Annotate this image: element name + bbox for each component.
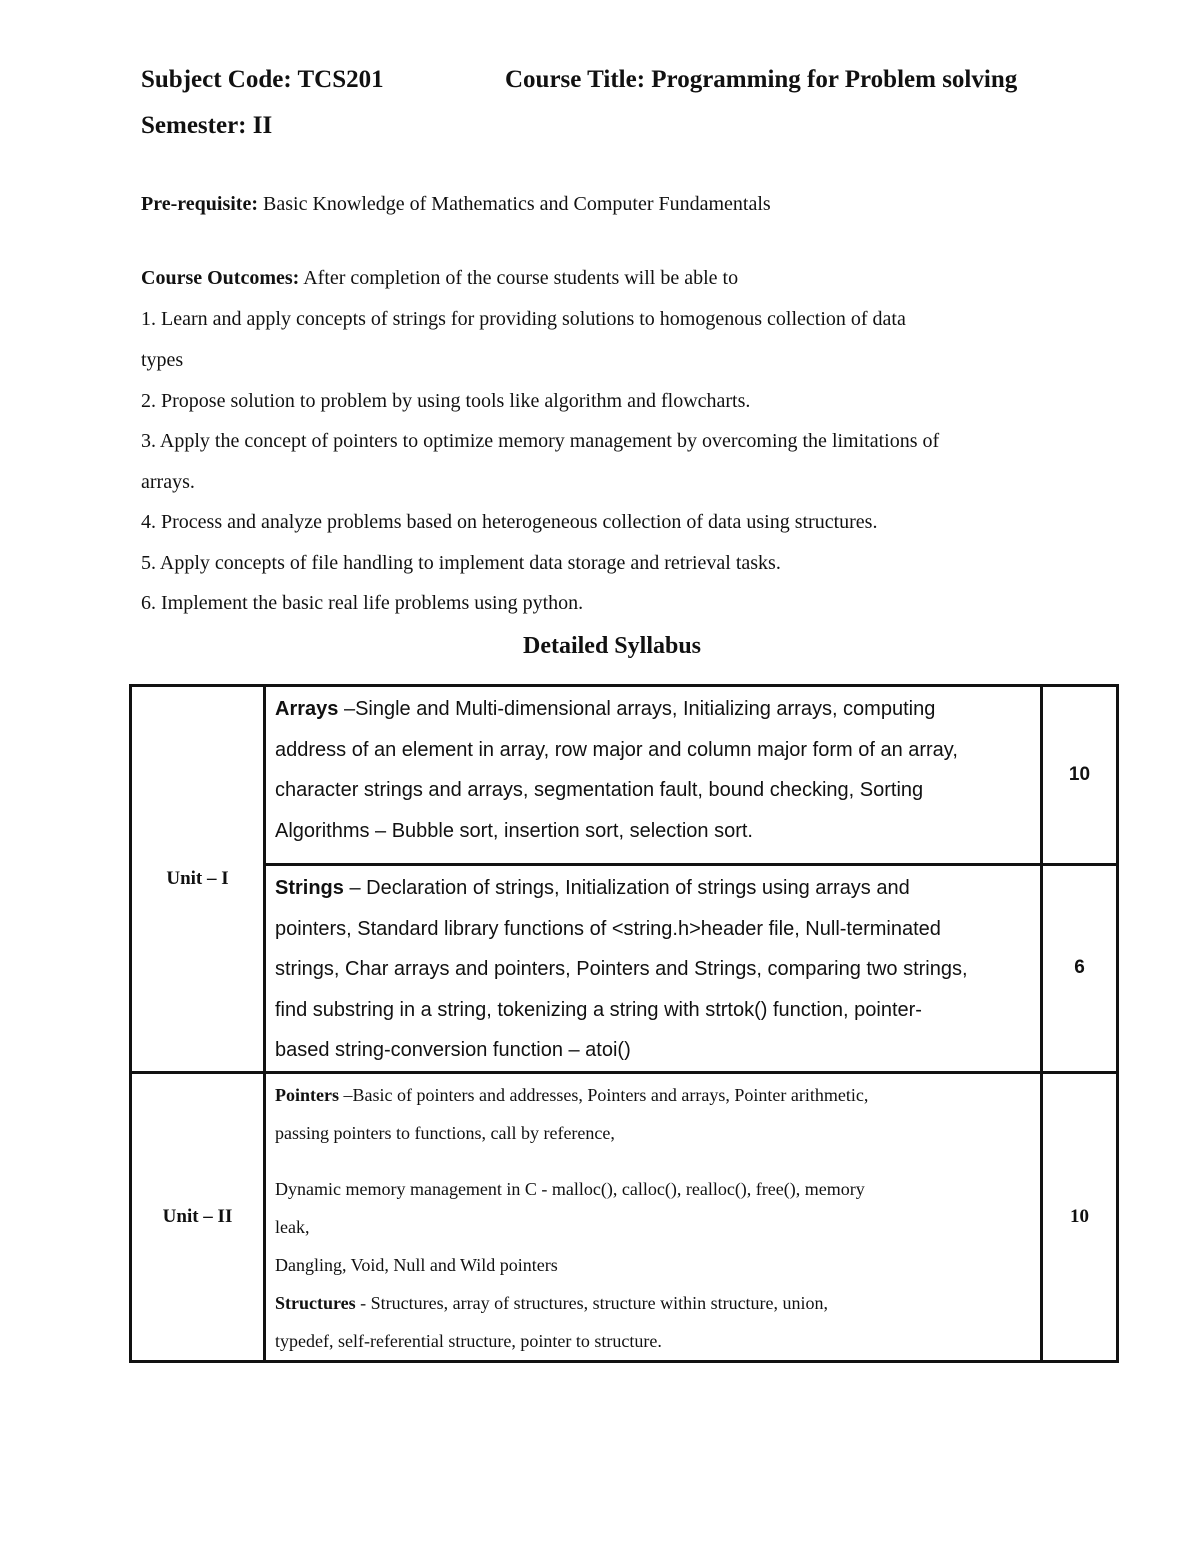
outcome-line: 5. Apply concepts of file handling to implement data storage and retrieval tasks. [141,552,781,574]
dynamic-text: Dynamic memory management in C - malloc(), calloc(), realloc(), free(), memory [275,1178,865,1199]
prerequisite [141,193,771,216]
strings-heading: Strings [275,877,344,899]
outcome-line: types [141,349,184,371]
structures-text: - Structures, array of structures, structure within structure, union, [355,1292,829,1313]
outcome-line: 2. Propose solution to problem by using tools like algorithm and flowcharts. [141,390,751,412]
syllabus-title: Detailed Syllabus [522,633,702,659]
arrays-cell [265,686,1042,865]
strings-cell [265,865,1042,1073]
table-row [131,865,1118,1073]
arrays-text: address of an element in array, row major and column major form of an array, [275,738,958,761]
hours-cell [1042,686,1118,865]
hours-cell [1042,865,1118,1073]
pointers-cell [265,1072,1042,1361]
structures-heading: Structures [275,1292,356,1313]
subject-code: Subject Code: TCS201 [141,66,384,93]
outcomes-heading [141,267,738,290]
unit-label: Unit – I [131,686,265,1073]
hours-value: 10 [1068,764,1091,785]
syllabus-table [129,684,1119,1363]
semester: Semester: II [141,112,273,139]
outcomes-label: Course Outcomes: [141,267,300,289]
hours-cell [1042,1072,1118,1361]
hours-value: 10 [1070,1205,1089,1227]
prerequisite-label: Pre-requisite: [141,193,259,215]
strings-text: based string-conversion function – atoi() [275,1039,631,1061]
pointers-text: –Basic of pointers and addresses, Pointers and arrays, Pointer arithmetic, [338,1084,869,1105]
dynamic-text: Dangling, Void, Null and Wild pointers [275,1254,558,1275]
arrays-text: Algorithms – Bubble sort, insertion sort, selection sort. [275,819,753,842]
dynamic-text: leak, [275,1216,310,1237]
pointers-heading: Pointers [275,1084,339,1105]
table-row [131,686,1118,865]
hours-value: 6 [1074,957,1085,979]
strings-text: find substring in a string, tokenizing a string with strtok() function, pointer- [275,998,922,1021]
arrays-text: character strings and arrays, segmentation fault, bound checking, Sorting [275,779,924,801]
outcomes-intro: After completion of the course students will be able to [299,267,739,289]
arrays-text: –Single and Multi-dimensional arrays, Initializing arrays, computing [338,698,936,720]
strings-text: – Declaration of strings, Initialization of strings using arrays and [343,877,910,899]
strings-text: strings, Char arrays and pointers, Pointers and Strings, comparing two strings, [275,958,968,980]
course-title: Course Title: Programming for Problem solving [505,66,1018,93]
pointers-text: passing pointers to functions, call by reference, [275,1122,615,1143]
prerequisite-text: Basic Knowledge of Mathematics and Computer Fundamentals [258,193,771,215]
unit-label: Unit – II [131,1072,265,1361]
outcome-line: 1. Learn and apply concepts of strings for providing solutions to homogenous collection of data [141,308,906,330]
outcome-line: arrays. [141,471,195,493]
strings-text: pointers, Standard library functions of <string.h>header file, Null-terminated [275,917,941,940]
arrays-heading: Arrays [275,698,339,720]
structures-text: typedef, self-referential structure, pointer to structure. [275,1330,662,1351]
outcome-line: 6. Implement the basic real life problems using python. [141,592,584,614]
outcome-line: 4. Process and analyze problems based on heterogeneous collection of data using structures. [141,511,878,533]
table-row [131,1072,1118,1361]
outcome-line: 3. Apply the concept of pointers to optimize memory management by overcoming the limitations of [141,430,940,452]
